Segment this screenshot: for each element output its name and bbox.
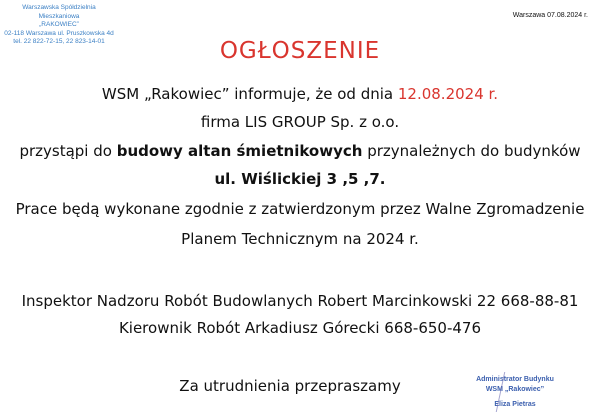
text: WSM „Rakowiec” informuje, że od dnia xyxy=(101,85,398,103)
stamp-line: WSM „Rakowiec” xyxy=(485,386,545,393)
document-date: Warszawa 07.08.2024 r. xyxy=(512,12,588,19)
text: przynależnych do budynków xyxy=(362,142,581,160)
address-line: ul. Wiślickiej 3 ,5 ,7. xyxy=(214,170,386,188)
stamp-line: Administrator Budynku xyxy=(476,376,554,383)
announcement-line-2: firma LIS GROUP Sp. z o.o. xyxy=(200,113,400,131)
stamp-line: „RAKOWIEC” xyxy=(39,21,79,28)
manager-line: Kierownik Robót Arkadiusz Górecki 668-650-476 xyxy=(118,319,482,337)
bold-text: budowy altan śmietnikowych xyxy=(116,142,363,160)
apology-line: Za utrudnienia przepraszamy xyxy=(179,377,401,395)
stamp-line: Eliza Pietras xyxy=(494,401,536,408)
page-title: OGŁOSZENIE xyxy=(219,38,381,64)
stamp-line: tel. 22 822-72-15, 22 823-14-01 xyxy=(13,38,105,45)
announcement-line-1 xyxy=(0,85,600,103)
text: przystąpi do xyxy=(19,142,117,160)
announcement-line-3 xyxy=(0,142,600,160)
inspector-line: Inspektor Nadzoru Robót Budowlanych Robert Marcinkowski 22 668-88-81 xyxy=(21,292,579,310)
start-date: 12.08.2024 r. xyxy=(397,85,499,103)
announcement-line-6: Planem Technicznym na 2024 r. xyxy=(181,230,419,248)
announcement-line-5: Prace będą wykonane zgodnie z zatwierdzonym przez Walne Zgromadzenie xyxy=(15,200,585,218)
stamp-line: 02-118 Warszawa ul. Pruszkowska 4d xyxy=(4,29,114,37)
stamp-line: Warszawska Spółdzielnia Mieszkaniowa xyxy=(22,4,96,20)
